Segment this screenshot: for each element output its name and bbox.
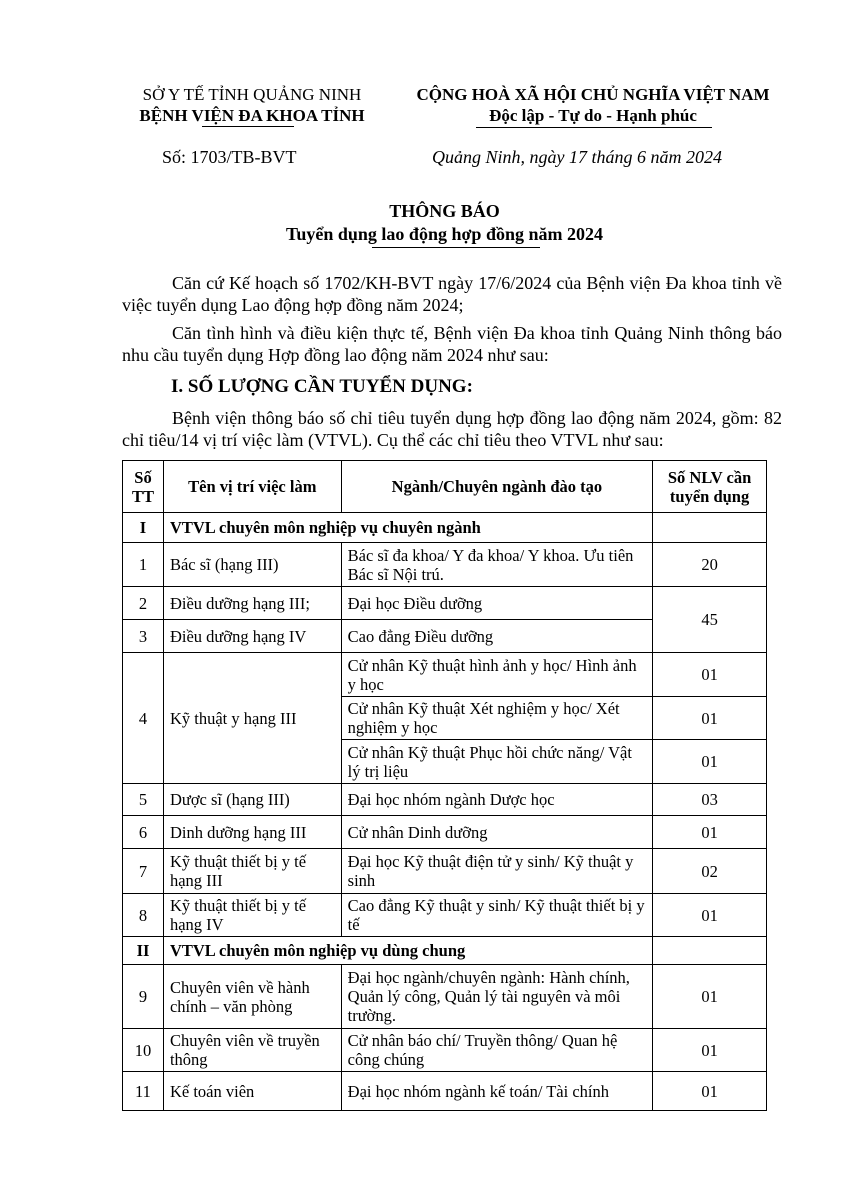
table-row: Cử nhân Kỹ thuật Phục hồi chức năng/ Vật lý trị liệu 01 [123,740,767,784]
table-row: 2 Điều dưỡng hạng III; Đại học Điều dưỡng 45 [123,587,767,620]
col-header-qty: Số NLV cần tuyển dụng [653,461,767,513]
recruitment-table [122,460,767,1111]
section-heading: I. SỐ LƯỢNG CẦN TUYỂN DỤNG: [171,376,473,397]
doc-subtitle: Tuyển dụng lao động hợp đồng năm 2024 [286,224,603,244]
table-row: 4 Kỹ thuật y hạng III Cử nhân Kỹ thuật hình ảnh y học/ Hình ảnh y học 01 [123,653,767,697]
table-row: 8 Kỹ thuật thiết bị y tế hạng IV Cao đẳng Kỹ thuật y sinh/ Kỹ thuật thiết bị y tế 01 [123,894,767,937]
national-title: CỘNG HOÀ XÃ HỘI CHỦ NGHĨA VIỆT NAM [416,85,770,104]
col-header-no: Số TT [123,461,164,513]
national-header [388,84,798,126]
table-row: 6 Dinh dưỡng hạng III Cử nhân Dinh dưỡng 01 [123,816,767,849]
motto-underline [476,127,712,128]
table-row: 10 Chuyên viên về truyền thông Cử nhân báo chí/ Truyền thông/ Quan hệ công chúng 01 [123,1029,767,1072]
table-row: 11 Kế toán viên Đại học nhóm ngành kế toán/ Tài chính 01 [123,1072,767,1111]
paragraph-quota: Bệnh viện thông báo số chỉ tiêu tuyển dụng hợp đồng lao động năm 2024, gồm: 82 chỉ tiêu/14 vị trí việc làm (VTVL). Cụ thể các chỉ tiêu theo VTVL như sau: [122,408,782,450]
table-row: 9 Chuyên viên về hành chính – văn phòng Đại học ngành/chuyên ngành: Hành chính, Quản lý công, Quản lý tài nguyên và môi trường. 01 [123,965,767,1029]
doc-number: Số: 1703/TB-BVT [162,147,297,167]
paragraph-situation: Căn tình hình và điều kiện thực tế, Bệnh viện Đa khoa tỉnh Quảng Ninh thông báo nhu cầu tuyển dụng Hợp đồng lao động năm 2024 như sau: [122,323,782,365]
agency-underline [202,126,294,127]
national-motto: Độc lập - Tự do - Hạnh phúc [489,106,697,125]
agency-parent: SỞ Y TẾ TỈNH QUẢNG NINH [142,85,362,104]
col-header-position: Tên vị trí việc làm [163,461,341,513]
table-row: 1 Bác sĩ (hạng III) Bác sĩ đa khoa/ Y đa khoa/ Y khoa. Ưu tiên Bác sĩ Nội trú. 20 [123,543,767,587]
col-header-major: Ngành/Chuyên ngành đào tạo [341,461,652,513]
doc-title: THÔNG BÁO [389,201,500,221]
section-row: I VTVL chuyên môn nghiệp vụ chuyên ngành [123,513,767,543]
section-row: II VTVL chuyên môn nghiệp vụ dùng chung [123,937,767,965]
subtitle-underline [372,247,540,248]
place-date: Quảng Ninh, ngày 17 tháng 6 năm 2024 [432,147,722,167]
paragraph-basis: Căn cứ Kế hoạch số 1702/KH-BVT ngày 17/6/2024 của Bệnh viện Đa khoa tỉnh về việc tuyển dụng Lao động hợp đồng năm 2024; [122,273,782,315]
table-row: Cử nhân Kỹ thuật Xét nghiệm y học/ Xét nghiệm y học 01 [123,697,767,740]
agency-name: BỆNH VIỆN ĐA KHOA TỈNH [139,106,365,125]
agency-header [112,84,392,126]
table-row: 5 Dược sĩ (hạng III) Đại học nhóm ngành Dược học 03 [123,784,767,816]
table-row: 3 Điều dưỡng hạng IV Cao đẳng Điều dưỡng [123,620,767,653]
table-row: 7 Kỹ thuật thiết bị y tế hạng III Đại học Kỹ thuật điện tử y sinh/ Kỹ thuật y sinh 02 [123,849,767,894]
table-header-row [123,461,767,513]
